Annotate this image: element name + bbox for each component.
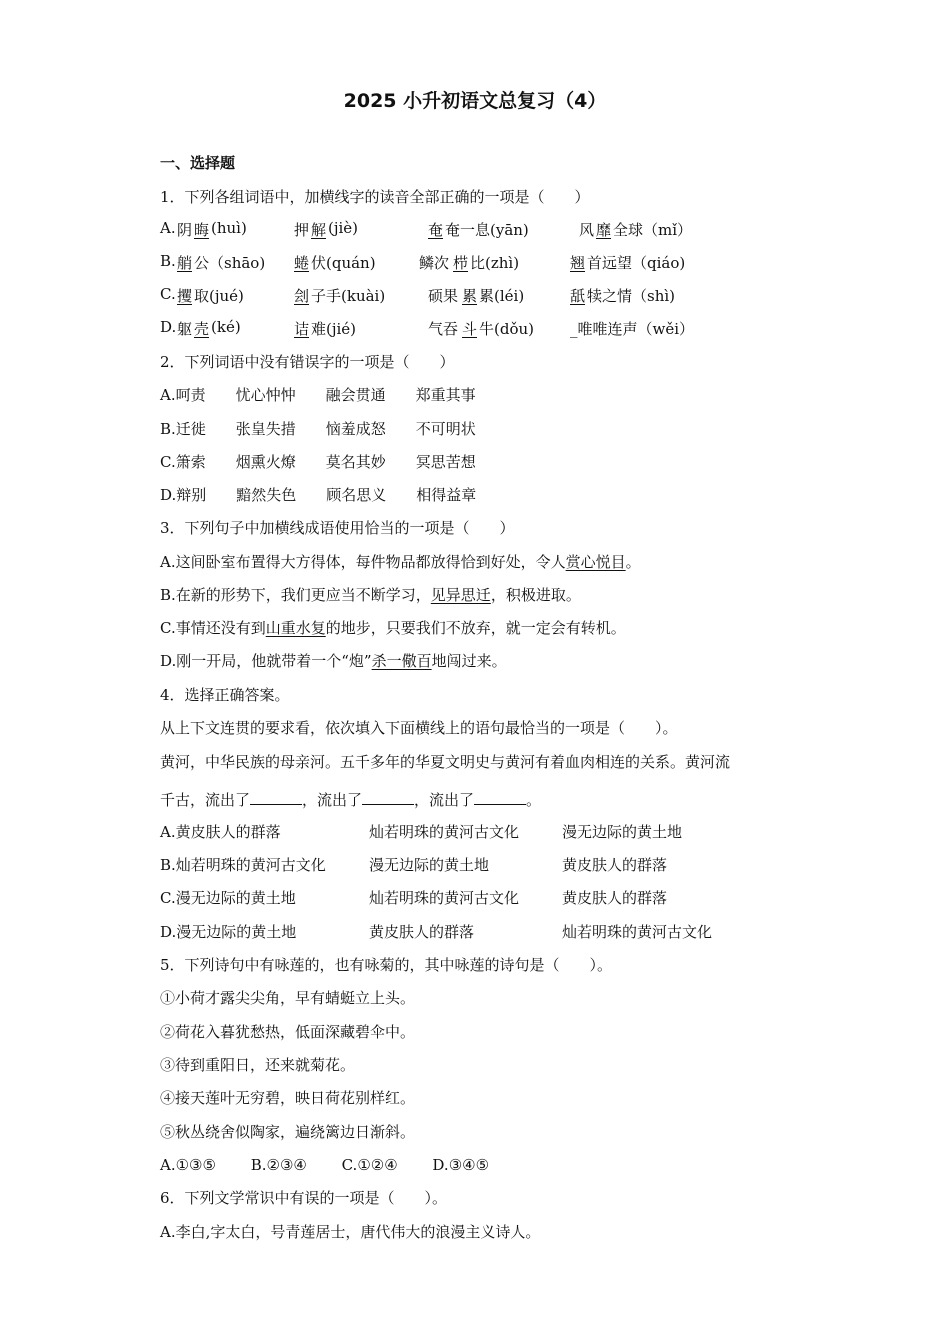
underlined-char: 翘: [570, 254, 586, 272]
underlined-char: 栉: [453, 254, 469, 272]
underlined-char: 解: [311, 221, 327, 239]
question-2-option-c: C.箫索 烟熏火燎 莫名其妙 冥思苦想: [160, 453, 476, 471]
question-3-option-a: A.这间卧室布置得大方得体，每件物品都放得恰到好处，令人赏心悦目。: [160, 553, 641, 571]
poem-line-4: ④接天莲叶无穷碧，映日荷花别样红。: [160, 1089, 416, 1107]
underlined-idiom: 赏心悦目: [565, 553, 626, 571]
poem-line-1: ①小荷才露尖尖角，早有蜻蜓立上头。: [160, 989, 416, 1007]
poem-line-2: ②荷花入暮犹愁热，低面深藏碧伞中。: [160, 1023, 416, 1041]
question-3-option-d: D.刚一开局，他就带着一个“炮”杀一儆百地闯过来。: [160, 652, 507, 670]
underlined-char: 艄: [177, 254, 193, 272]
question-4-passage-line-1: 黄河，中华民族的母亲河。五千多年的华夏文明史与黄河有着血肉相连的关系。黄河流: [160, 753, 731, 771]
underlined-char: 斗: [462, 320, 478, 338]
underlined-char: 诘: [294, 320, 310, 338]
question-3-option-b: B.在新的形势下，我们更应当不断学习，见异思迁，积极进取。: [160, 586, 581, 604]
underlined-char: 奄: [428, 221, 444, 239]
underlined-char: 刽: [294, 287, 310, 305]
question-3-stem: 3．下列句子中加横线成语使用恰当的一项是（ ）: [160, 519, 515, 537]
section-heading: 一、选择题: [160, 154, 236, 172]
question-6-stem: 6．下列文学常识中有误的一项是（ ）。: [160, 1189, 448, 1207]
question-2-option-b: B.迁徙 张皇失措 恼羞成怒 不可明状: [160, 420, 476, 438]
underlined-idiom: 山重水复: [265, 619, 326, 637]
question-5-options: A.①③⑤ B.②③④ C.①②④ D.③④⑤: [160, 1156, 490, 1174]
underlined-char: 舐: [570, 287, 586, 305]
question-2-option-a: A.呵责 忧心忡忡 融会贯通 郑重其事: [160, 386, 476, 404]
question-2-option-d: D.辩别 黯然失色 顾名思义 相得益章: [160, 486, 477, 504]
question-3-option-c: C.事情还没有到山重水复的地步，只要我们不放弃，就一定会有转机。: [160, 619, 626, 637]
poem-line-3: ③待到重阳日，还来就菊花。: [160, 1056, 356, 1074]
underlined-char: 攫: [177, 287, 193, 305]
question-6-option-a: A.李白,字太白，号青莲居士，唐代伟大的浪漫主义诗人。: [160, 1223, 541, 1241]
question-4-intro: 从上下文连贯的要求看，依次填入下面横线上的语句最恰当的一项是（ ）。: [160, 719, 678, 737]
document-title: 2025 小升初语文总复习（4）: [343, 90, 607, 112]
fill-blank: [474, 790, 526, 805]
underlined-char: 晦: [194, 221, 210, 239]
fill-blank: [362, 790, 414, 805]
underlined-idiom: 见异思迁: [430, 586, 491, 604]
question-5-stem: 5．下列诗句中有咏莲的，也有咏菊的，其中咏莲的诗句是（ ）。: [160, 956, 613, 974]
question-4-passage-line-2: 千古，流出了 ，流出了 ，流出了 。: [160, 791, 542, 809]
poem-line-5: ⑤秋丛绕舍似陶家，遍绕篱边日渐斜。: [160, 1123, 416, 1141]
question-2-stem: 2．下列词语中没有错误字的一项是（ ）: [160, 353, 455, 371]
question-1-stem: 1．下列各组词语中，加横线字的读音全部正确的一项是（ ）: [160, 188, 590, 206]
underlined-char: 壳: [194, 320, 210, 338]
underlined-char: 靡: [596, 221, 612, 239]
fill-blank: [250, 790, 302, 805]
question-4-stem: 4．选择正确答案。: [160, 686, 290, 704]
underlined-idiom: 杀一儆百: [371, 652, 432, 670]
underlined-char: 蜷: [294, 254, 310, 272]
underlined-char: 累: [462, 287, 478, 305]
